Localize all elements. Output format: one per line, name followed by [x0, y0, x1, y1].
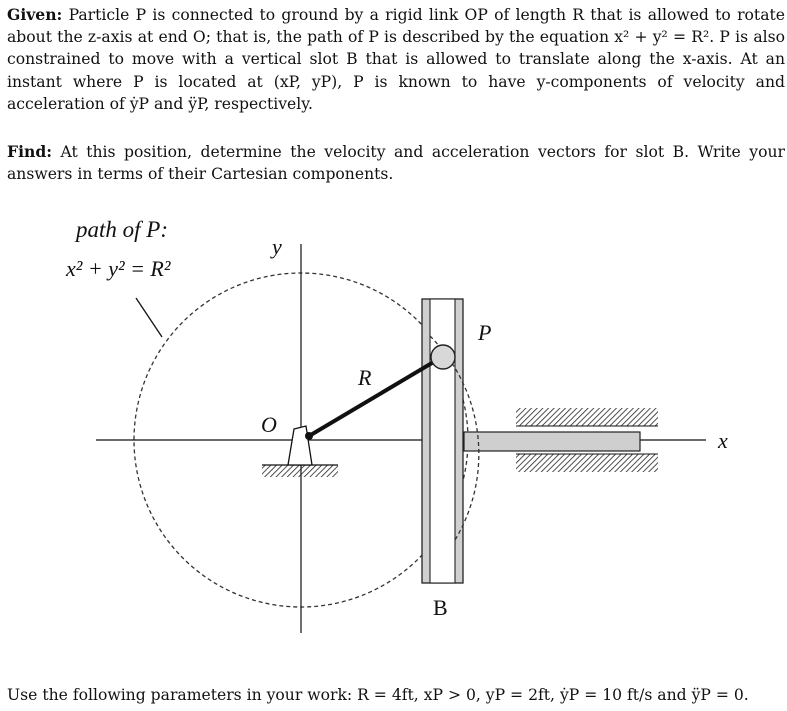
parameters-paragraph: Use the following parameters in your work: R = 4ft, xP > 0, yP = 2ft, ẏP = 10 ft/s and ÿP = 0.	[7, 686, 749, 704]
path-label-line1: path of P:	[76, 217, 168, 242]
find-text: At this position, determine the velocity and acceleration vectors for slot B. Write your answers in terms of their Cartesian components.	[7, 143, 785, 184]
x-axis-label: x	[718, 428, 728, 453]
pivot-ground	[262, 465, 338, 477]
particle-p	[431, 345, 455, 369]
path-label-line2: x² + y² = R²	[66, 256, 171, 281]
slider-ground-top	[516, 408, 658, 426]
path-leader-line	[136, 298, 162, 337]
y-axis-label: y	[272, 234, 282, 259]
link-op	[309, 360, 437, 436]
slot-label: B	[433, 595, 448, 620]
origin-label: O	[261, 412, 277, 437]
slider-ground-bottom	[516, 454, 658, 472]
link-label: R	[358, 365, 372, 390]
given-heading: Given:	[7, 5, 63, 24]
slider-rod	[464, 432, 640, 451]
find-heading: Find:	[7, 142, 52, 161]
slot-b-channel	[430, 299, 455, 583]
pivot-support	[288, 426, 312, 465]
particle-label: P	[478, 320, 492, 345]
given-text: Particle P is connected to ground by a rigid link OP of length R that is allowed to rotate about the z-axis at end O; that is, the path of P is described by the equation x² + y² = R². P is also constrained to move with a vertical slot B that is allowed to translate along the x-axis. At an instant where P is located at (xP, yP), P is known to have y-components of velocity and acceleration of ẏP and ÿP, respectively.	[7, 6, 785, 113]
pivot-pin	[305, 432, 313, 440]
